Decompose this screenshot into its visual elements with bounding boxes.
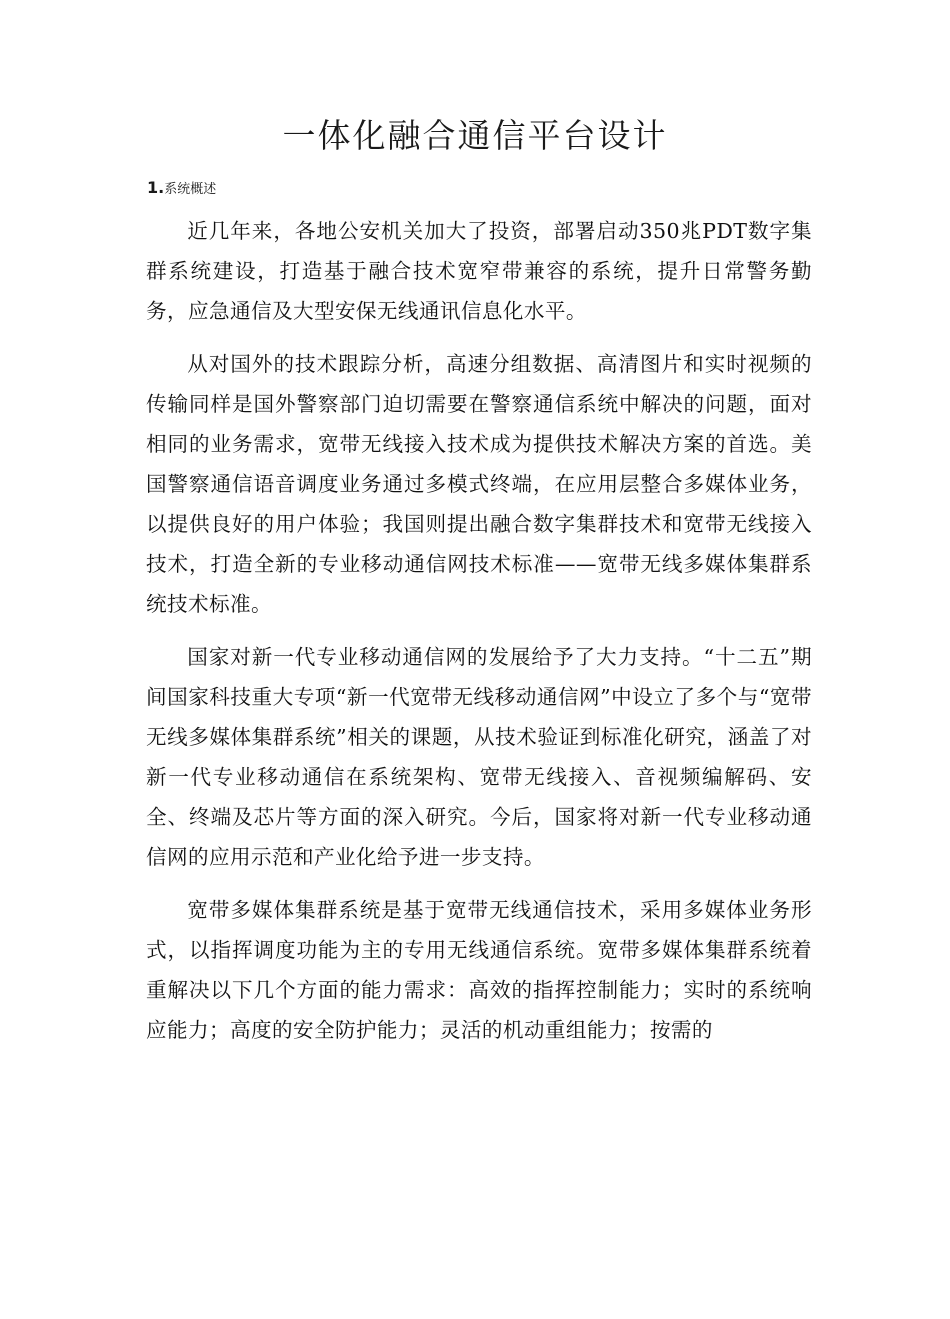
section-heading: [147, 178, 216, 197]
section-number: 1.: [147, 178, 165, 197]
body-text: [146, 211, 812, 1063]
paragraph-2: 从对国外的技术跟踪分析，高速分组数据、高清图片和实时视频的传输同样是国外警察部门迫切需要在警察通信系统中解决的问题，面对相同的业务需求，宽带无线接入技术成为提供技术解决方案的首选。美国警察通信语音调度业务通过多模式终端，在应用层整合多媒体业务，以提供良好的用户体验；我国则提出融合数字集群技术和宽带无线接入技术，打造全新的专业移动通信网技术标准——宽带无线多媒体集群系统技术标准。: [146, 352, 812, 616]
paragraph-1: 近几年来，各地公安机关加大了投资，部署启动350兆PDT数字集群系统建设，打造基于融合技术宽窄带兼容的系统，提升日常警务勤务，应急通信及大型安保无线通讯信息化水平。: [146, 219, 812, 323]
section-title: 系统概述: [164, 182, 217, 197]
paragraph-3: 国家对新一代专业移动通信网的发展给予了大力支持。“十二五”期间国家科技重大专项“新一代宽带无线移动通信网”中设立了多个与“宽带无线多媒体集群系统”相关的课题，从技术验证到标准化研究，涵盖了对新一代专业移动通信在系统架构、宽带无线接入、音视频编解码、安全、终端及芯片等方面的深入研究。今后，国家将对新一代专业移动通信网的应用示范和产业化给予进一步支持。: [146, 645, 812, 869]
document-title: 一体化融合通信平台设计: [282, 116, 668, 155]
paragraph-4: 宽带多媒体集群系统是基于宽带无线通信技术，采用多媒体业务形式，以指挥调度功能为主的专用无线通信系统。宽带多媒体集群系统着重解决以下几个方面的能力需求：高效的指挥控制能力；实时的系统响应能力；高度的安全防护能力；灵活的机动重组能力；按需的: [146, 898, 812, 1042]
